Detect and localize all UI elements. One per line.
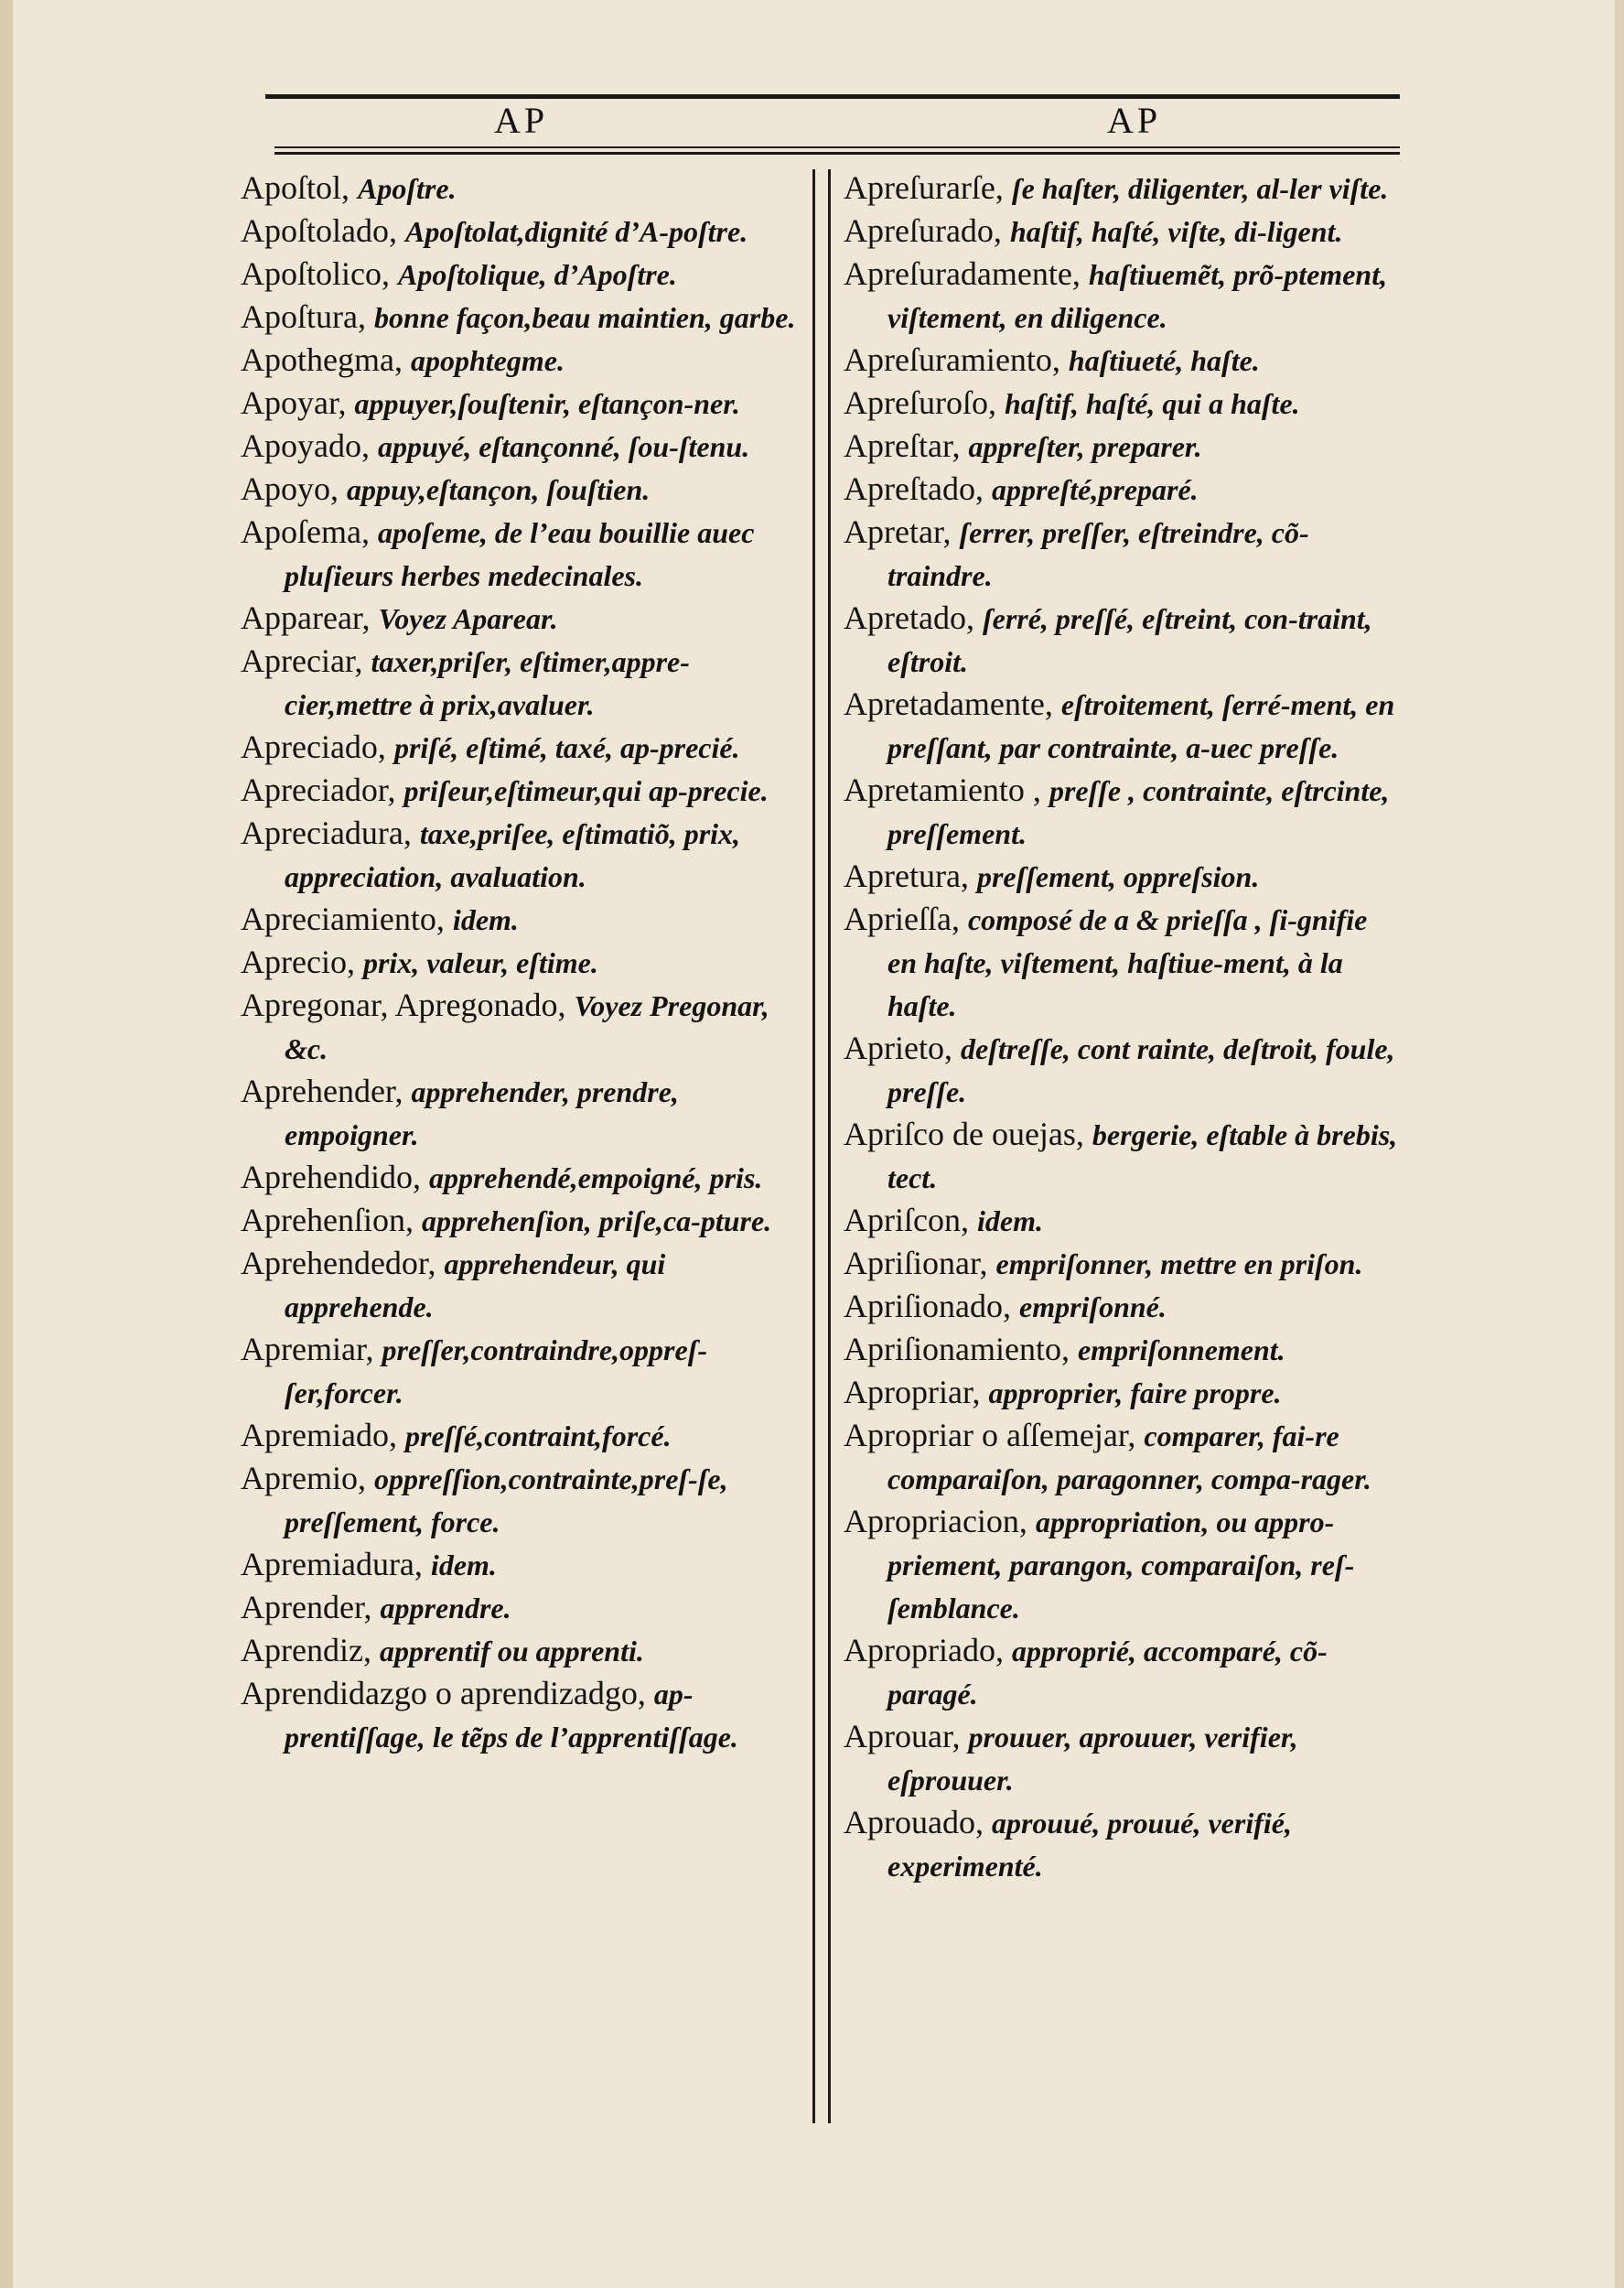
dictionary-entry	[241, 167, 801, 210]
right-column	[844, 167, 1400, 1887]
translation: bonne façon,beau maintien, garbe.	[373, 301, 796, 334]
translation: apprendre.	[380, 1592, 511, 1624]
dictionary-entry	[844, 1027, 1400, 1113]
dictionary-entry	[241, 1199, 801, 1242]
headword: Apriſcon,	[844, 1202, 969, 1238]
translation: comparer, fai-re comparaiſon, paragonner, compa-rager.	[887, 1419, 1371, 1495]
translation: composé de a & prieſſa , ſi-gnifie en haſte, viſtement, haſtiue-ment, à la haſte.	[887, 903, 1368, 1022]
translation: eſtroitement, ſerré-ment, en preſſant, par contrainte, a-uec preſſe.	[887, 688, 1395, 764]
translation: appreſté,preparé.	[991, 473, 1199, 506]
dictionary-entry	[241, 511, 801, 597]
headword: Apreciadura,	[241, 815, 412, 851]
headword: Apreſtado,	[844, 470, 984, 507]
translation: preſſé,contraint,forcé.	[404, 1419, 672, 1452]
headword: Aprouado,	[844, 1804, 984, 1840]
headword: Apropriar o aſſemejar,	[844, 1417, 1136, 1453]
dictionary-entry	[241, 1242, 801, 1328]
headword: Aprehenſion,	[241, 1202, 414, 1238]
translation: idem.	[976, 1204, 1043, 1237]
headword: Aprieſſa,	[844, 901, 960, 937]
translation: Apoſtolat,dignité d’A-poſtre.	[404, 215, 748, 248]
translation: haſtif, haſté, qui a haſte.	[1004, 387, 1300, 420]
translation: apprehendeur, qui apprehende.	[285, 1247, 666, 1323]
dictionary-entry	[844, 898, 1400, 1027]
translation: Apoſtolique, d’Apoſtre.	[397, 258, 677, 291]
dictionary-entry	[241, 1586, 801, 1629]
column-divider	[812, 169, 815, 2123]
headword: Apoſtol,	[241, 169, 350, 206]
dictionary-entry	[844, 1715, 1400, 1801]
dictionary-entry	[241, 984, 801, 1070]
headword: Apparear,	[241, 599, 371, 636]
headword: Aprehendido,	[241, 1159, 421, 1195]
dictionary-entry	[844, 1629, 1400, 1715]
running-header-left: AP	[494, 100, 549, 141]
headword: Apoyado,	[241, 427, 370, 464]
translation: apprentif ou apprenti.	[379, 1635, 644, 1667]
dictionary-entry	[241, 941, 801, 984]
headword: Aprehender,	[241, 1073, 403, 1109]
headword: Apriſionar,	[844, 1245, 988, 1281]
translation: haſtiueté, haſte.	[1068, 344, 1260, 377]
translation: Voyez Pregonar, &c.	[285, 989, 769, 1065]
translation: idem.	[430, 1549, 497, 1581]
translation: bergerie, eſtable à brebis, tect.	[887, 1118, 1398, 1194]
dictionary-entry	[844, 1113, 1400, 1199]
dictionary-entry	[844, 855, 1400, 898]
headword: Apretura,	[844, 858, 969, 894]
headword: Aprendiz,	[241, 1632, 371, 1668]
dictionary-entry	[844, 167, 1400, 210]
dictionary-entry	[844, 1328, 1400, 1371]
dictionary-entry	[844, 1285, 1400, 1328]
dictionary-entry	[241, 898, 801, 941]
headword: Aprecio,	[241, 944, 355, 980]
dictionary-entry	[844, 597, 1400, 683]
translation: Voyez Aparear.	[378, 602, 558, 635]
headword: Apropriado,	[844, 1632, 1004, 1668]
headword: Apriſco de ouejas,	[844, 1116, 1084, 1152]
dictionary-entry	[844, 1242, 1400, 1285]
translation: ſerrer, preſſer, eſtreindre, cõ-traindre.	[887, 516, 1309, 592]
headword: Apoyo,	[241, 470, 339, 507]
dictionary-entry	[844, 425, 1400, 468]
translation: haſtiuemẽt, prõ-ptement, viſtement, en diligence.	[887, 258, 1388, 334]
headword: Apreſtar,	[844, 427, 961, 464]
dictionary-entry	[241, 1543, 801, 1586]
column-divider	[828, 169, 831, 2123]
translation: preſſement, oppreſsion.	[976, 860, 1260, 893]
top-rule	[265, 94, 1400, 99]
translation: appreſter, preparer.	[968, 430, 1202, 463]
headword: Apreciador,	[241, 772, 396, 808]
translation: apprehendé,empoigné, pris.	[428, 1161, 763, 1194]
dictionary-entry	[844, 1371, 1400, 1414]
headword: Apremiado,	[241, 1417, 397, 1453]
dictionary-entry	[844, 339, 1400, 382]
headword: Aprender,	[241, 1589, 372, 1625]
dictionary-entry	[844, 253, 1400, 339]
dictionary-entry	[844, 1801, 1400, 1887]
translation: ap-prentiſſage, le tẽps de l’apprentiſſage.	[285, 1678, 738, 1754]
headword: Apreciar,	[241, 642, 363, 679]
dictionary-entry	[844, 769, 1400, 855]
dictionary-entry	[241, 210, 801, 253]
translation: appropriation, ou appro-priement, parangon, comparaiſon, reſ-ſemblance.	[887, 1506, 1355, 1624]
translation: idem.	[452, 903, 519, 936]
translation: empriſonner, mettre en priſon.	[995, 1247, 1363, 1280]
translation: preſſer,contraindre,oppreſ-ſer,forcer.	[285, 1333, 708, 1409]
dictionary-entry	[241, 640, 801, 726]
headword: Apremiadura,	[241, 1546, 423, 1582]
dictionary-entry	[241, 1629, 801, 1672]
translation: haſtif, haſté, viſte, di-ligent.	[1009, 215, 1343, 248]
dictionary-entry	[241, 769, 801, 812]
headword: Aprieto,	[844, 1030, 952, 1066]
headword: Aprouar,	[844, 1718, 961, 1754]
headword: Apreſurarſe,	[844, 169, 1004, 206]
headword: Apriſionado,	[844, 1288, 1011, 1324]
headword: Apreſuramiento,	[844, 341, 1060, 378]
header-rule	[274, 146, 1400, 148]
translation: priſeur,eſtimeur,qui ap-precie.	[403, 774, 769, 807]
headword: Apremio,	[241, 1460, 366, 1496]
headword: Apretadamente,	[844, 685, 1053, 722]
headword: Apoſema,	[241, 513, 370, 550]
dictionary-entry	[241, 253, 801, 296]
headword: Apreſuradamente,	[844, 255, 1081, 292]
headword: Apoſtura,	[241, 298, 366, 335]
headword: Apremiar,	[241, 1331, 374, 1367]
translation: empriſonné.	[1018, 1290, 1167, 1323]
headword: Apreciado,	[241, 728, 386, 765]
dictionary-entry	[844, 1199, 1400, 1242]
dictionary-entry	[241, 1414, 801, 1457]
dictionary-entry	[241, 1672, 801, 1758]
translation: approprier, faire propre.	[988, 1376, 1282, 1409]
translation: taxer,priſer, eſtimer,appre-cier,mettre à prix,avaluer.	[285, 645, 690, 721]
translation: deſtreſſe, cont rainte, deſtroit, foule, preſſe.	[887, 1032, 1395, 1108]
headword: Apoſtolico,	[241, 255, 390, 292]
headword: Apreſuroſo,	[844, 384, 996, 421]
translation: appuyé, eſtançonné, ſou-ſtenu.	[377, 430, 750, 463]
headword: Apropriar,	[844, 1374, 981, 1410]
headword: Apretar,	[844, 513, 952, 550]
translation: aprouué, prouué, verifié, experimenté.	[887, 1807, 1292, 1883]
headword: Apothegma,	[241, 341, 403, 378]
translation: priſé, eſtimé, taxé, ap-precié.	[393, 731, 740, 764]
translation: ſe haſter, diligenter, al-ler viſte.	[1011, 172, 1389, 205]
translation: apprehender, prendre, empoigner.	[285, 1075, 679, 1151]
translation: empriſonnement.	[1077, 1333, 1285, 1366]
headword: Apretamiento ,	[844, 772, 1041, 808]
dictionary-entry	[241, 296, 801, 339]
headword: Aprehendedor,	[241, 1245, 436, 1281]
dictionary-entry	[241, 1070, 801, 1156]
dictionary-entry	[844, 1500, 1400, 1629]
translation: Apoſtre.	[358, 172, 457, 205]
dictionary-entry	[241, 339, 801, 382]
translation: oppreſſion,contrainte,preſ-ſe, preſſement, force.	[285, 1462, 728, 1538]
dictionary-entry	[241, 1328, 801, 1414]
dictionary-entry	[844, 210, 1400, 253]
running-header-right: AP	[1107, 100, 1162, 141]
translation: apophtegme.	[410, 344, 565, 377]
dictionary-entry	[241, 468, 801, 511]
header-rule-double	[274, 152, 1400, 155]
dictionary-entry	[844, 683, 1400, 769]
headword: Apoſtolado,	[241, 212, 397, 249]
left-column	[241, 167, 801, 1758]
headword: Aprendidazgo o aprendizadgo,	[241, 1675, 646, 1711]
translation: apoſeme, de l’eau bouillie auec pluſieurs herbes medecinales.	[285, 516, 755, 592]
headword: Apretado,	[844, 599, 974, 636]
dictionary-entry	[241, 812, 801, 898]
dictionary-entry	[241, 597, 801, 640]
translation: prix, valeur, eſtime.	[362, 946, 598, 979]
translation: prouuer, aprouuer, verifier, eſprouuer.	[887, 1721, 1298, 1797]
dictionary-entry	[844, 468, 1400, 511]
headword: Apriſionamiento,	[844, 1331, 1070, 1367]
headword: Apregonar, Apregonado,	[241, 987, 566, 1023]
dictionary-entry	[241, 1156, 801, 1199]
translation: approprié, accomparé, cõ-paragé.	[887, 1635, 1328, 1711]
dictionary-entry	[241, 1457, 801, 1543]
headword: Apoyar,	[241, 384, 347, 421]
translation: taxe,priſee, eſtimatiõ, prix, appreciation, avaluation.	[285, 817, 741, 893]
dictionary-entry	[844, 382, 1400, 425]
translation: ſerré, preſſé, eſtreint, con-traint, eſtroit.	[887, 602, 1372, 678]
headword: Apreſurado,	[844, 212, 1002, 249]
headword: Apreciamiento,	[241, 901, 445, 937]
headword: Apropriacion,	[844, 1503, 1027, 1539]
dictionary-entry	[844, 1414, 1400, 1500]
page-edge-right	[1615, 0, 1624, 2288]
translation: preſſe , contrainte, eſtrcinte, preſſement.	[887, 774, 1390, 850]
translation: apprehenſion, priſe,ca-pture.	[421, 1204, 772, 1237]
dictionary-entry	[241, 425, 801, 468]
dictionary-entry	[241, 726, 801, 769]
translation: appuy,eſtançon, ſouſtien.	[347, 473, 651, 506]
dictionary-entry	[844, 511, 1400, 597]
translation: appuyer,ſouſtenir, eſtançon-ner.	[354, 387, 740, 420]
dictionary-entry	[241, 382, 801, 425]
page-edge-left	[0, 0, 13, 2288]
